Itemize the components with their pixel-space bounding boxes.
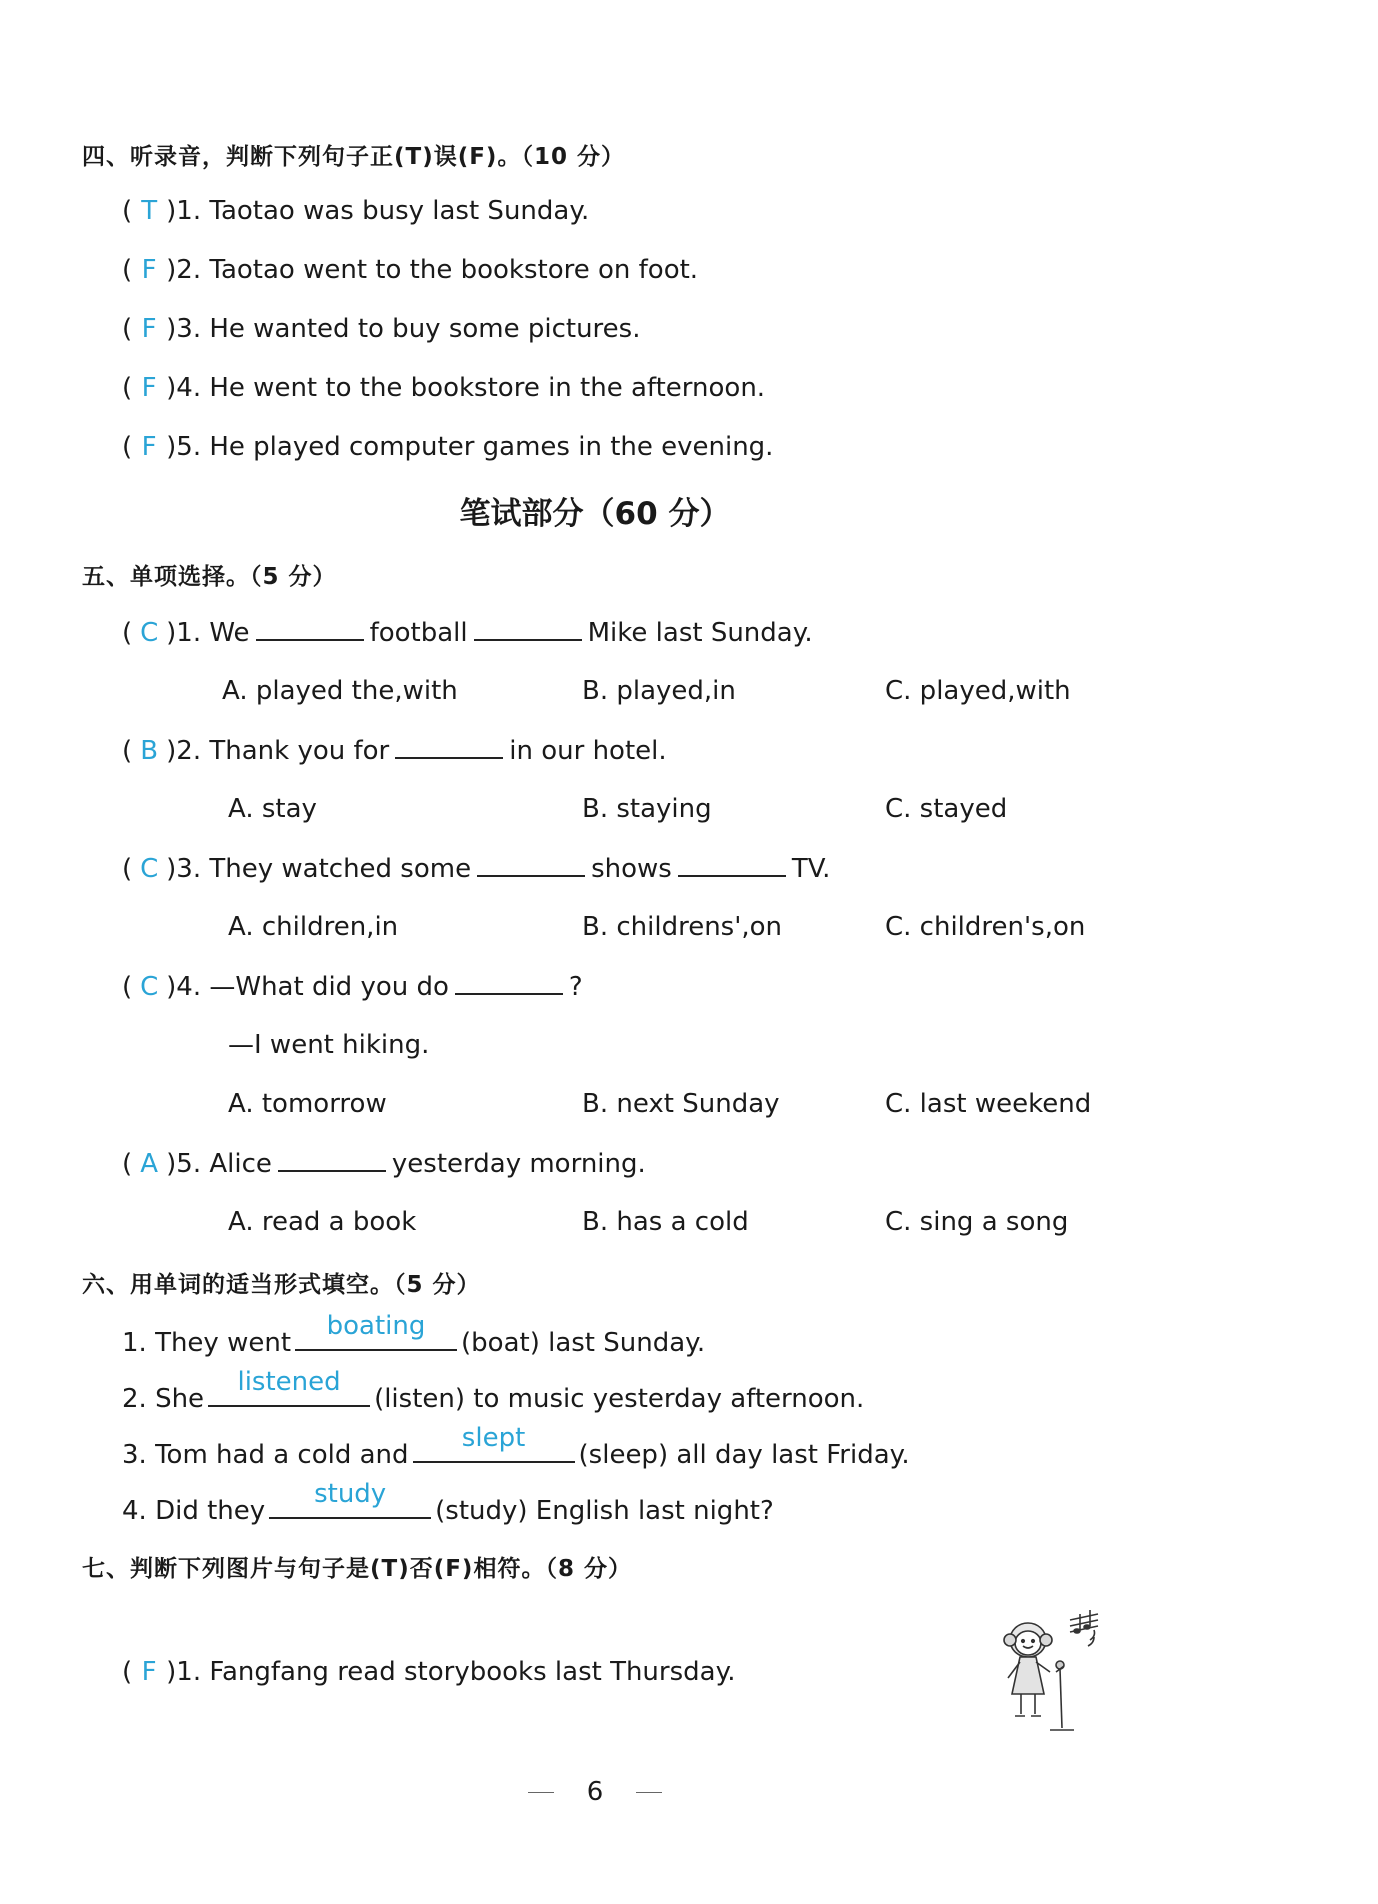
listening-item-3: ( F )3. He wanted to buy some pictures. xyxy=(122,314,641,344)
listening-item-1: ( T )1. Taotao was busy last Sunday. xyxy=(122,196,590,226)
answer-blank xyxy=(477,853,585,877)
listening-item-4: ( F )4. He went to the bookstore in the afternoon. xyxy=(122,373,766,403)
answer-mark: T xyxy=(141,196,158,226)
fill-blank: study xyxy=(269,1491,431,1519)
answer-blank xyxy=(678,853,786,877)
choice-question-1: ( C )1. We football Mike last Sunday. xyxy=(122,618,813,648)
answer-mark: C xyxy=(140,854,159,884)
option-a: A. children,in xyxy=(228,912,399,942)
girl-singing-illustration xyxy=(990,1610,1110,1738)
written-section-title: 笔试部分（60 分） xyxy=(459,496,731,532)
dialogue-reply: —I went hiking. xyxy=(228,1030,430,1060)
answer-blank xyxy=(455,971,563,995)
fill-blank: boating xyxy=(295,1323,457,1351)
picture-judgement-1: ( F )1. Fangfang read storybooks last Thursday. xyxy=(122,1657,736,1687)
dash-right xyxy=(636,1792,662,1793)
option-c: C. last weekend xyxy=(885,1089,1092,1119)
answer-blank xyxy=(395,735,503,759)
answer-blank xyxy=(278,1148,386,1172)
section-7-heading: 七、判断下列图片与句子是(T)否(F)相符。（8 分） xyxy=(82,1556,632,1582)
choice-question-4: ( C )4. —What did you do ? xyxy=(122,972,583,1002)
option-a: A. stay xyxy=(228,794,317,824)
answer-mark: C xyxy=(140,618,159,648)
option-c: C. children's,on xyxy=(885,912,1086,942)
listening-item-5: ( F )5. He played computer games in the evening. xyxy=(122,432,774,462)
page-number-value: 6 xyxy=(586,1777,604,1807)
listening-item-2: ( F )2. Taotao went to the bookstore on foot. xyxy=(122,255,699,285)
option-a: A. played the,with xyxy=(222,676,458,706)
option-b: B. played,in xyxy=(582,676,736,706)
answer-mark: F xyxy=(141,432,157,462)
section-4-heading: 四、听录音，判断下列句子正(T)误(F)。（10 分） xyxy=(82,144,625,170)
item-text: )5. He played computer games in the evening. xyxy=(166,432,774,462)
answer-blank xyxy=(256,617,364,641)
fill-item-3: 3. Tom had a cold and slept (sleep) all day last Friday. xyxy=(122,1423,910,1470)
choice-question-5: ( A )5. Alice yesterday morning. xyxy=(122,1149,646,1179)
item-text: )2. Taotao went to the bookstore on foot. xyxy=(166,255,699,285)
answer-mark: A xyxy=(140,1149,159,1179)
choice-question-2: ( B )2. Thank you for in our hotel. xyxy=(122,736,667,766)
fill-blank: listened xyxy=(208,1379,370,1407)
option-c: C. played,with xyxy=(885,676,1071,706)
section-6-heading: 六、用单词的适当形式填空。（5 分） xyxy=(82,1272,481,1298)
item-text: )1. Taotao was busy last Sunday. xyxy=(166,196,590,226)
answer-mark: C xyxy=(140,972,159,1002)
answer-mark: F xyxy=(141,373,157,403)
page-number xyxy=(0,1777,1190,1807)
answer-mark: B xyxy=(140,736,159,766)
item-text: )4. He went to the bookstore in the afternoon. xyxy=(166,373,766,403)
fill-item-1: 1. They went boating (boat) last Sunday. xyxy=(122,1311,706,1358)
option-b: B. childrens',on xyxy=(582,912,783,942)
answer-blank xyxy=(474,617,582,641)
option-a: A. read a book xyxy=(228,1207,417,1237)
option-b: B. staying xyxy=(582,794,712,824)
fill-blank: slept xyxy=(413,1435,575,1463)
option-a: A. tomorrow xyxy=(228,1089,387,1119)
section-5-heading: 五、单项选择。（5 分） xyxy=(82,564,337,590)
fill-item-4: 4. Did they study (study) English last night? xyxy=(122,1479,774,1526)
choice-question-3: ( C )3. They watched some shows TV. xyxy=(122,854,831,884)
answer-mark: F xyxy=(141,255,157,285)
item-text: )3. He wanted to buy some pictures. xyxy=(166,314,641,344)
option-c: C. sing a song xyxy=(885,1207,1069,1237)
fill-item-2: 2. She listened (listen) to music yesterday afternoon. xyxy=(122,1367,865,1414)
answer-mark: F xyxy=(141,314,157,344)
dash-left xyxy=(528,1792,554,1793)
option-b: B. next Sunday xyxy=(582,1089,780,1119)
option-c: C. stayed xyxy=(885,794,1008,824)
option-b: B. has a cold xyxy=(582,1207,749,1237)
answer-mark: F xyxy=(141,1657,157,1687)
